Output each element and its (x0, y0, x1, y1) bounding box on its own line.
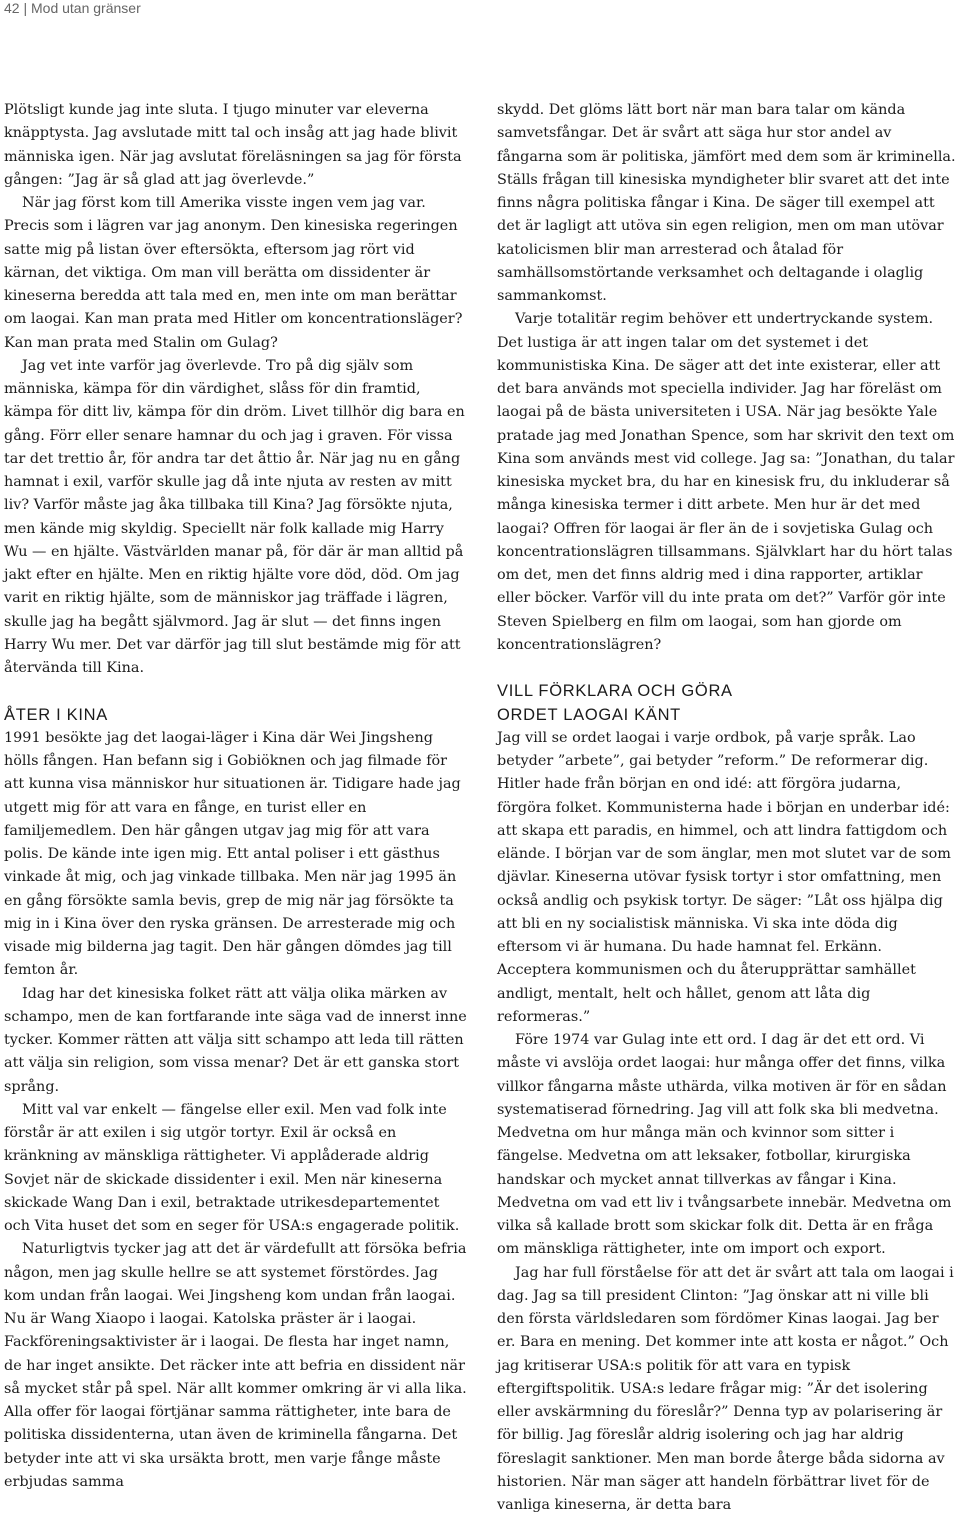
section-heading-line: ORDET LAOGAI KÄNT (497, 706, 681, 724)
running-title: Mod utan gränser (31, 0, 141, 16)
paragraph: Mitt val var enkelt — fängelse eller exil. Men vad folk inte förstår är att exilen i sig utgör tortyr. Exil är också en kränkning av mänskliga rättigheter. Vi applåderade aldrig Sovjet när de skickade dissidenter i exil. Men när kineserna skickade Wang Dan i exil, betraktade utrikesdepartementet och Vita huset det som en seger för USA:s engagerade politik. (4, 1099, 468, 1239)
running-header (4, 0, 141, 16)
paragraph: Jag har full förståelse för att det är svårt att tala om laogai i dag. Jag sa till president Clinton: ”Jag önskar att ni ville bli den första världsledaren som fördömer Kinas laogai. Jag ber er. Bara en mening. Det kommer inte att kosta er något.” Och jag kritiserar USA:s politik för att vara en typisk eftergiftspolitik. USA:s ledare frågar mig: ”Är det isolering eller avskärmning du föreslår?” Denna typ av polarisering är för billig. Jag föreslår aldrig isolering och jag har aldrig föreslagit sanktioner. Men man borde återge båda sidorna av historien. När man säger att handeln förbättrar livet för de vanliga kineserna, är detta bara (497, 1262, 959, 1517)
section-spacer (4, 680, 468, 703)
paragraph: Jag vet inte varför jag överlevde. Tro på dig själv som människa, kämpa för din värdighet, slåss för din framtid, kämpa för ditt liv, kämpa för din dröm. Livet tillhör dig bara en gång. Förr eller senare hamnar du och jag i graven. För vissa tar det trettio år, för andra tar det åttio år. När jag nu en gång hamnat i exil, varför skulle jag då inte njuta av resten av mitt liv? Varför måste jag åka tillbaka till Kina? Jag försökte njuta, men kände mig skyldig. Speciellt när folk kallade mig Harry Wu — en hjälte. Västvärlden manar på, för där är man alltid på jakt efter en hjälte. Men en riktig hjälte vore död, död. Om jag varit en riktig hjälte, som de människor jag träffade i lägren, skulle jag ha begått självmord. Jag är slut — det finns ingen Harry Wu mer. Det var därför jag till slut bestämde mig för att återvända till Kina. (4, 355, 468, 681)
right-column (497, 99, 959, 1517)
paragraph: 1991 besökte jag det laogai-läger i Kina där Wei Jingsheng hölls fången. Han befann sig i Gobiöknen och jag filmade för att kunna visa människor hur situationen är. Tidigare hade jag utgett mig för att vara en fånge, en turist eller en familjemedlem. Den här gången utgav jag mig för att vara polis. De kände inte igen mig. Ett antal poliser i ett gästhus vinkade åt mig, och jag vinkade tillbaka. Men när jag 1995 än en gång försökte samla bevis, grep de mig när jag försökte ta mig in i Kina över den ryska gränsen. De arresterade mig och visade mig bilderna jag tagit. Den här gången dömdes jag till femton år. (4, 727, 468, 983)
left-column (4, 99, 468, 1494)
paragraph: Naturligtvis tycker jag att det är värdefullt att försöka befria någon, men jag skulle hellre se att systemet förstördes. Jag kom undan från laogai. Wei Jingsheng kom undan från laogai. Nu är Wang Xiaopo i laogai. Katolska präster är i laogai. Fackföreningsaktivister är i laogai. De flesta har inget namn, de har inget ansikte. Det räcker inte att befria en dissident när så mycket står på spel. När allt kommer omkring är vi alla lika. Alla offer för laogai förtjänar samma rättigheter, inte bara de politiska dissidenterna, utan även de kriminella fångarna. Det betyder inte att vi ska ursäkta brott, men varje fånge måste erbjudas samma (4, 1238, 468, 1494)
paragraph: skydd. Det glöms lätt bort när man bara talar om kända samvetsfångar. Det är svårt att säga hur stor andel av fångarna som är politiska, jämfört med dem som är kriminella. Ställs frågan till kinesiska myndigheter blir svaret att det inte finns några politiska fångar i Kina. De säger till exempel att det är lagligt att utöva sin egen religion, men om man utövar katolicismen blir man arresterad och åtalad för samhällsomstörtande verksamhet och deltagande i olaglig sammankomst. (497, 99, 959, 308)
section-heading-line: VILL FÖRKLARA OCH GÖRA (497, 682, 733, 700)
section-spacer (497, 657, 959, 680)
paragraph: Före 1974 var Gulag inte ett ord. I dag är det ett ord. Vi måste vi avslöja ordet laogai: hur många offer det finns, vilka villkor fångarna måste uthärda, vilka motiven är för en sådan systematiserad förnedring. Jag vill att folk ska bli medvetna. Medvetna om hur många män och kvinnor som sitter i fängelse. Medvetna om att leksaker, fotbollar, kirurgiska handskar och mycket annat tillverkas av fångar i Kina. Medvetna om vad ett liv i tvångsarbete innebär. Medvetna om vilka så kallade brott som skickar folk dit. Detta är en fråga om mänskliga rättigheter, inte om import och export. (497, 1029, 959, 1262)
section-heading: ÅTER I KINA (4, 704, 468, 727)
paragraph: Idag har det kinesiska folket rätt att välja olika märken av schampo, men de kan fortfarande inte säga vad de innerst inne tycker. Kommer rätten att välja sitt schampo att leda till rätten att välja sin religion, som vissa menar? Det är ett ganska stort språng. (4, 983, 468, 1099)
paragraph: Jag vill se ordet laogai i varje ordbok, på varje språk. Lao betyder ”arbete”, gai betyder ”reform.” De reformerar dig. Hitler hade från början en ond idé: att förgöra judarna, förgöra folket. Kommunisterna hade i början en underbar idé: att skapa ett paradis, en himmel, och att lindra fattigdom och elände. I början var de som änglar, men mot slutet var de som djävlar. Kineserna utövar fysisk tortyr i stor omfattning, men också andlig och psykisk tortyr. De säger: ”Låt oss hjälpa dig att bli en ny socialistisk människa. Vi ska inte döda dig eftersom vi är humana. Du hade hamnat fel. Erkänn. Acceptera kommunismen och du återupprättar samhället andligt, mentalt, helt och hållet, genom att låta dig reformeras.” (497, 727, 959, 1029)
paragraph: Plötsligt kunde jag inte sluta. I tjugo minuter var eleverna knäpptysta. Jag avslutade mitt tal och insåg att jag hade blivit människa igen. När jag avslutat föreläsningen sa jag för första gången: ”Jag är så glad att jag överlevde.” (4, 99, 468, 192)
section-heading (497, 680, 959, 727)
paragraph: När jag först kom till Amerika visste ingen vem jag var. Precis som i lägren var jag anonym. Den kinesiska regeringen satte mig på listan över eftersökta, eftersom jag rört vid kärnan, det viktiga. Om man vill berätta om dissidenter är kineserna beredda att tala med en, men inte om man berättar om laogai. Kan man prata med Hitler om koncentrationsläger? Kan man prata med Stalin om Gulag? (4, 192, 468, 355)
paragraph: Varje totalitär regim behöver ett undertryckande system. Det lustiga är att ingen talar om det systemet i det kommunistiska Kina. De säger att det inte existerar, eller att det bara används mot speciella individer. Jag har föreläst om laogai på de bästa universiteten i USA. När jag besökte Yale pratade jag med Jonathan Spence, som har skrivit den text om Kina som används mest vid college. Jag sa: ”Jonathan, du talar kinesiska mycket bra, du har en kinesisk fru, du inkluderar så många kinesiska termer i ditt arbete. Men hur är det med laogai? Offren för laogai är fler än de i sovjetiska Gulag och koncentrationslägren tillsammans. Självklart har du hört talas om det, men det finns aldrig med i dina rapporter, artiklar eller böcker. Varför vill du inte prata om det?” Varför gör inte Steven Spielberg en film om laogai, som han gjorde om koncentrationslägren? (497, 308, 959, 657)
page-number: 42 (4, 0, 20, 16)
header-separator: | (23, 0, 27, 16)
